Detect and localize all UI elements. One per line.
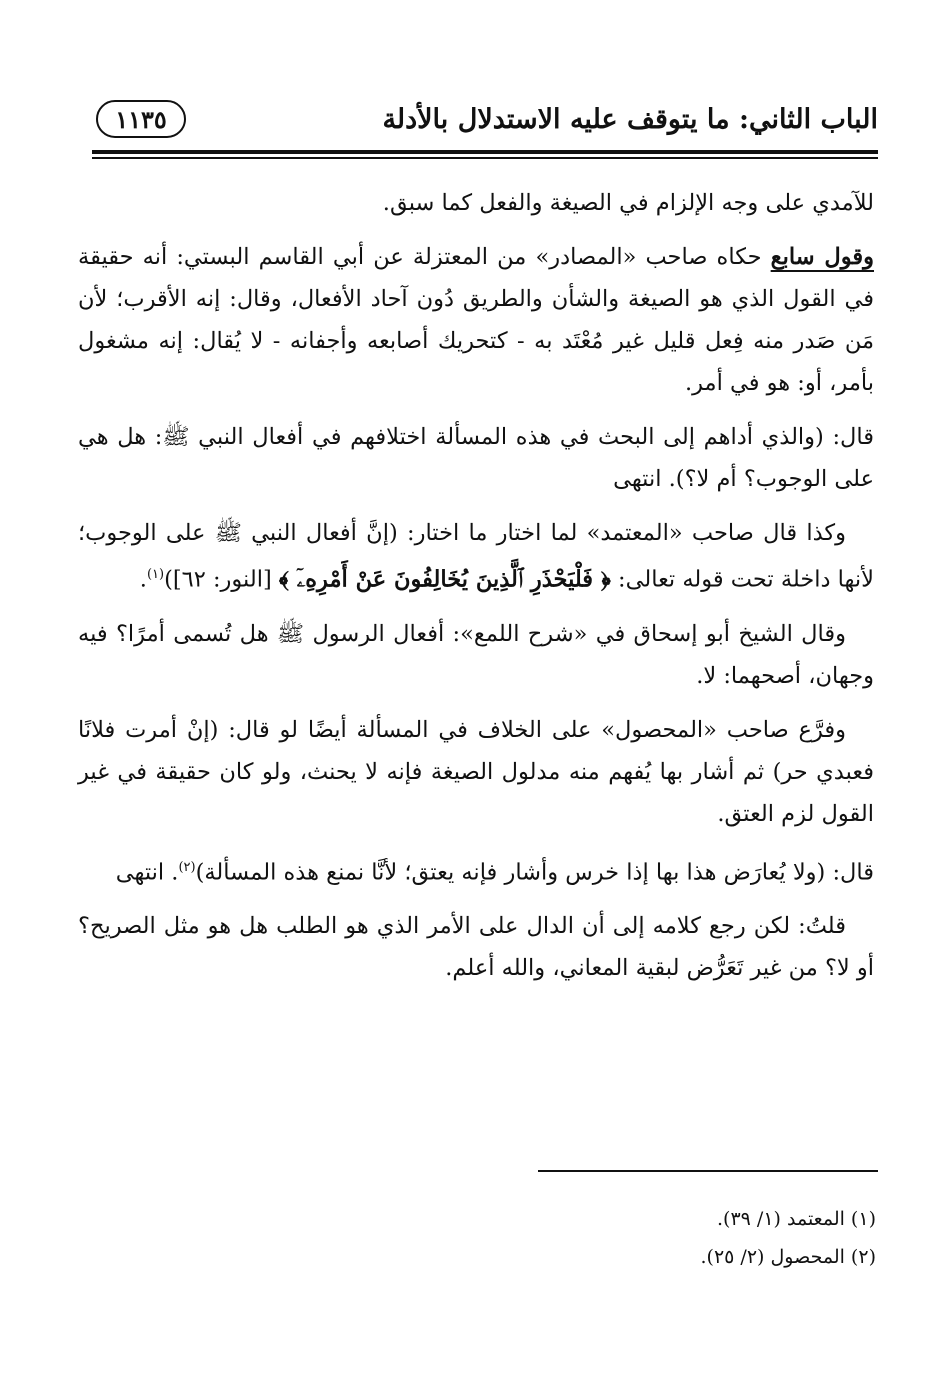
page-number-badge: ١١٣٥ [96,100,186,138]
paragraph-end: . انتهى [115,859,179,885]
paragraph: وفرَّع صاحب «المحصول» على الخلاف في المسألة أيضًا لو قال: (إنْ أمرت فلانًا فعبدي حر) ثم أشار بها يُفهم منه مدلول الصيغة فإنه لا يحنث، ولو كان حقيقة في غير القول لزم العتق. [78,716,874,827]
paragraph-text: حكاه صاحب «المصادر» من المعتزلة عن أبي القاسم البستي: أنه حقيقة في القول الذي هو الصيغة والشأن والطريق دُون آحاد الأفعال، وقال: إنه الأقرب؛ لأن مَن صَدر منه فِعل قليل غير مُعْتَد به - كتحريك أصابعه وأجفانه - لا يُقال: إنه مشغول بأمر، أو: هو في أمر. [78,244,874,396]
paragraph: قلتُ: لكن رجع كلامه إلى أن الدال على الأمر الذي هو الطلب هل هو مثل الصريح؟ أو لا؟ من غير تَعَرُّض لبقية المعاني، والله أعلم. [78,913,874,981]
header-rule-thin [92,157,878,159]
footnote: (١) المعتمد (١/ ٣٩). [716,1208,876,1230]
paragraph-text: قال: (ولا يُعارَض هذا بها إذا خرس وأشار فإنه يعتق؛ لأنَّا نمنع هذه المسألة) [195,859,874,885]
paragraph-end: . [139,566,147,593]
footnote-separator [538,1170,878,1172]
lead-phrase: وقول سابع [770,244,874,270]
paragraph [78,512,874,601]
header-rule-thick [92,150,878,154]
quran-verse: ﴿ فَلْيَحْذَرِ ٱلَّذِينَ يُخَالِفُونَ عَنْ أَمْرِهِۦٓ ﴾ [278,566,611,593]
paragraph: قال: (والذي أداهم إلى البحث في هذه المسألة اختلافهم في أفعال النبي ﷺ: هل هي على الوجوب؟ أم لا؟). انتهى [78,424,874,492]
page-header [92,100,878,148]
footnotes [476,1200,876,1276]
footnote-marker: (٢) [178,859,196,875]
footnote: (٢) المحصول (٢/ ٢٥). [700,1246,876,1268]
paragraph: للآمدي على وجه الإلزام في الصيغة والفعل كما سبق. [382,190,874,216]
chapter-title: الباب الثاني: ما يتوقف عليه الاستدلال بالأدلة [382,104,878,135]
paragraph [78,847,874,894]
paragraph: وقال الشيخ أبو إسحاق في «شرح اللمع»: أفعال الرسول ﷺ هل تُسمى أمرًا؟ فيه وجهان، أصحهما: لا. [78,620,874,689]
paragraph [78,236,874,404]
verse-reference: [النور: ٦٢]) [164,566,279,593]
main-text [78,182,874,1001]
footnote-marker: (١) [146,567,165,582]
paragraph-text: وكذا قال صاحب «المعتمد» لما اختار ما اختار: (إنَّ أفعال النبي ﷺ على الوجوب؛ لأنها داخلة تحت قوله تعالى: [78,520,874,593]
